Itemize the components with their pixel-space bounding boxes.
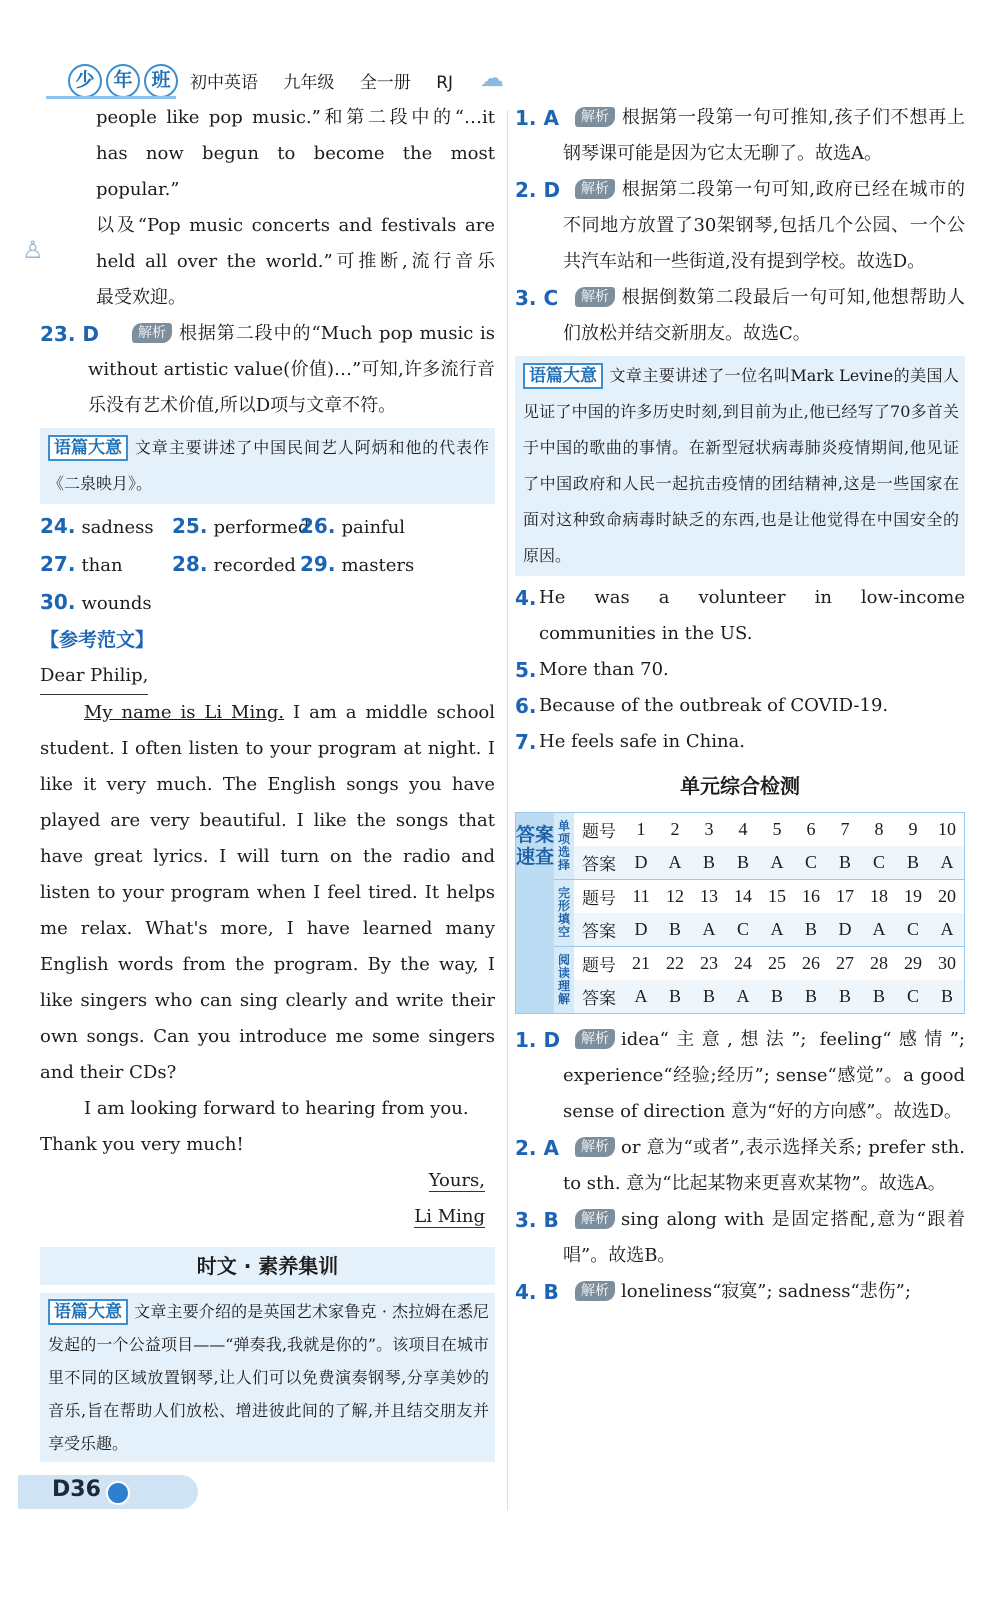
question-number: 1. D [515, 1028, 561, 1052]
summary-text: 文章主要讲述了中国民间艺人阿炳和他的代表作《二泉映月》。 [48, 438, 489, 493]
question-text: 根据第二段第一句可知,政府已经在城市的不同地方放置了30架钢琴,包括几个公园、一个公共汽车站和一些街道,没有提到学校。故选D。 [563, 179, 965, 272]
question-number: 23. D [40, 322, 99, 346]
analysis-tag: 解析 [575, 1281, 615, 1301]
question-text: sing along with 是固定搭配,意为“跟着唱”。故选B。 [563, 1209, 965, 1266]
table-row-answers: 答案 A B B A B B B B C B [574, 980, 964, 1013]
right-column [515, 100, 965, 1310]
question-text: 根据倒数第二段最后一句可知,他想帮助人们放松并结交新朋友。故选C。 [563, 287, 965, 344]
answer-key-heading: 答案速查 [516, 824, 555, 868]
analysis-tag: 解析 [132, 323, 172, 343]
question-7 [515, 724, 965, 760]
section-label: 完形填空 [554, 880, 574, 946]
blank-answer: masters [341, 555, 415, 576]
column-divider [507, 110, 508, 1510]
summary-text: 文章主要介绍的是英国艺术家鲁克 · 杰拉姆在悉尼发起的一个公益项目——“弹奏我,我就是你的”。该项目在城市里不同的区域放置钢琴,让人们可以免费演奏钢琴,分享美妙的音乐,旨在帮助人们放松、增进彼此间的了解,并且结交朋友并享受乐趣。 [48, 1302, 489, 1453]
table-row-numbers: 题号 1 2 3 4 5 6 7 8 9 10 [582, 819, 956, 842]
question-number: 3. C [515, 286, 559, 310]
unit-test-title: 单元综合检测 [680, 774, 800, 798]
passage-summary-2 [40, 1293, 495, 1462]
brand-char-3: 班 [144, 64, 178, 98]
answer-key-table [515, 812, 965, 1014]
question-number: 2. A [515, 1136, 559, 1160]
question-number: 4. B [515, 1280, 559, 1304]
analysis-tag: 解析 [575, 107, 615, 127]
letter-first-sentence: My name is Li Ming. [84, 702, 285, 723]
question-23 [40, 316, 495, 424]
page-number: D36 [52, 1477, 101, 1502]
letter-paragraph-1 [40, 695, 495, 1091]
question-6 [515, 688, 965, 724]
volume: 全一册 [359, 73, 411, 93]
question-text: He feels safe in China. [539, 731, 745, 752]
question-3 [515, 280, 965, 352]
section-cloze [554, 879, 964, 946]
analysis-tag: 解析 [575, 1137, 615, 1157]
cont-line-3: 以及“Pop music concerts and festivals are [96, 215, 495, 236]
grade: 九年级 [283, 73, 335, 93]
answer-3 [515, 1202, 965, 1274]
analysis-tag: 解析 [575, 1029, 615, 1049]
blanks-row-1 [40, 508, 495, 546]
table-row-numbers: 题号 11 12 13 14 15 16 17 18 19 20 [582, 886, 956, 909]
letter-body: I am a middle school student. I often listen to your program at night. I like it very much. The English songs you have played are very beautiful. I like the songs that have great lyrics. I will turn on the radio and listen to your program when I feel tired. It helps me relax. What's more, I have learned many English words from the program. By the way, I like singers who can sing clearly and write their own songs. Can you introduce me some singers and their CDs? [40, 702, 496, 1083]
analysis-tag: 解析 [575, 179, 615, 199]
question-text: or 意为“或者”,表示选择关系; prefer sth. to sth. 意为“比起某物来更喜欢某物”。故选A。 [563, 1137, 965, 1194]
subject: 初中英语 [190, 73, 258, 93]
section-reading [554, 946, 964, 1013]
blank-number: 26. [300, 514, 336, 538]
question-text: loneliness“寂寞”; sadness“悲伤”; [621, 1281, 911, 1302]
question-1 [515, 100, 965, 172]
blank-answer: painful [341, 517, 406, 538]
question-number: 4. [515, 586, 537, 610]
blank-number: 28. [172, 552, 208, 576]
summary-tag: 语篇大意 [523, 363, 603, 389]
cont-line-4: held all over the world.”可推断,流行音乐 [96, 251, 495, 272]
doodle-icon: ☁ [480, 64, 504, 92]
question-text: More than 70. [539, 659, 669, 680]
analysis-tag: 解析 [575, 1209, 615, 1229]
question-text: idea“主意,想法”; feeling“感情”; experience“经验;经历”; sense“感觉”。a good sense of direction 意为“好的方向感”。故选D。 [563, 1029, 965, 1122]
brand-char-1: 少 [68, 64, 102, 98]
passage-summary-1 [40, 428, 495, 504]
table-row-answers: 答案 D A B B A C B C B A [574, 846, 964, 879]
letter-paragraph-2: I am looking forward to hearing from you. [84, 1098, 469, 1119]
summary-tag: 语篇大意 [48, 1299, 128, 1325]
question-number: 1. A [515, 106, 559, 130]
blank-answer: wounds [81, 593, 152, 614]
question-2 [515, 172, 965, 280]
letter-greeting: Dear Philip, [40, 658, 148, 695]
question-text: He was a volunteer in low-income communities in the US. [539, 587, 965, 644]
left-column [40, 100, 495, 1466]
blank-number: 29. [300, 552, 336, 576]
blank-number: 27. [40, 552, 76, 576]
blank-answer: than [81, 555, 123, 576]
section-title: 时文 · 素养集训 [40, 1247, 495, 1285]
question-5 [515, 652, 965, 688]
section-single-choice [554, 813, 964, 879]
letter [40, 658, 495, 1235]
question-text: 根据第二段中的“Much pop music is without artistic value(价值)…”可知,许多流行音乐没有艺术价值,所以D项与文章不符。 [88, 323, 495, 416]
header-info [190, 68, 473, 93]
page-header [40, 62, 510, 100]
section-label: 单项选择 [554, 813, 574, 879]
answer-1 [515, 1022, 965, 1130]
globe-icon [106, 1481, 130, 1505]
table-row-numbers: 题号 21 22 23 24 25 26 27 28 29 30 [582, 953, 956, 976]
section-label: 阅读理解 [554, 947, 574, 1013]
question-number: 2. D [515, 178, 561, 202]
q22-continuation [40, 100, 495, 316]
question-4 [515, 580, 965, 652]
letter-signature: Li Ming [414, 1206, 485, 1227]
letter-closing: Yours, [428, 1170, 485, 1191]
answer-key-label [516, 813, 554, 1013]
question-number: 6. [515, 694, 537, 718]
answer-2 [515, 1130, 965, 1202]
edition: RJ [436, 73, 454, 93]
answer-4 [515, 1274, 965, 1310]
reference-essay-heading: 【参考范文】 [40, 629, 155, 651]
summary-text: 文章主要讲述了一位名叫Mark Levine的美国人见证了中国的许多历史时刻,到目前为止,他已经写了70多首关于中国的歌曲的事情。在新型冠状病毒肺炎疫情期间,他见证了中国政府和人民一起抗击疫情的团结精神,这是一些国家在面对这种致命病毒时缺乏的东西,也是让他觉得在中国安全的原因。 [523, 366, 959, 565]
question-number: 5. [515, 658, 537, 682]
passage-summary-3 [515, 356, 965, 576]
cont-line-1: people like pop music.”和第二段中的“…it [96, 107, 495, 128]
analysis-tag: 解析 [575, 287, 615, 307]
blank-answer: recorded [213, 555, 296, 576]
brand-logo [40, 62, 180, 96]
blank-answer: performed [213, 517, 310, 538]
blanks-row-3 [40, 584, 495, 622]
summary-tag: 语篇大意 [48, 435, 128, 461]
blank-number: 30. [40, 590, 76, 614]
question-text: Because of the outbreak of COVID-19. [539, 695, 889, 716]
cont-line-2: has now begun to become the most popular.” [96, 143, 495, 200]
blank-answer: sadness [81, 517, 154, 538]
letter-paragraph-3: Thank you very much! [40, 1134, 244, 1155]
question-number: 3. B [515, 1208, 559, 1232]
blanks-row-2 [40, 546, 495, 584]
brand-char-2: 年 [106, 64, 140, 98]
stick-figure-icon: ♙ [22, 236, 44, 264]
question-number: 7. [515, 730, 537, 754]
question-text: 根据第一段第一句可推知,孩子们不想再上钢琴课可能是因为它太无聊了。故选A。 [563, 107, 965, 164]
page-footer [18, 1475, 198, 1509]
table-row-answers: 答案 D B A C A B D A C A [574, 913, 964, 946]
brand-underline [46, 96, 176, 99]
blank-number: 24. [40, 514, 76, 538]
cont-line-5: 最受欢迎。 [96, 287, 186, 308]
blank-number: 25. [172, 514, 208, 538]
